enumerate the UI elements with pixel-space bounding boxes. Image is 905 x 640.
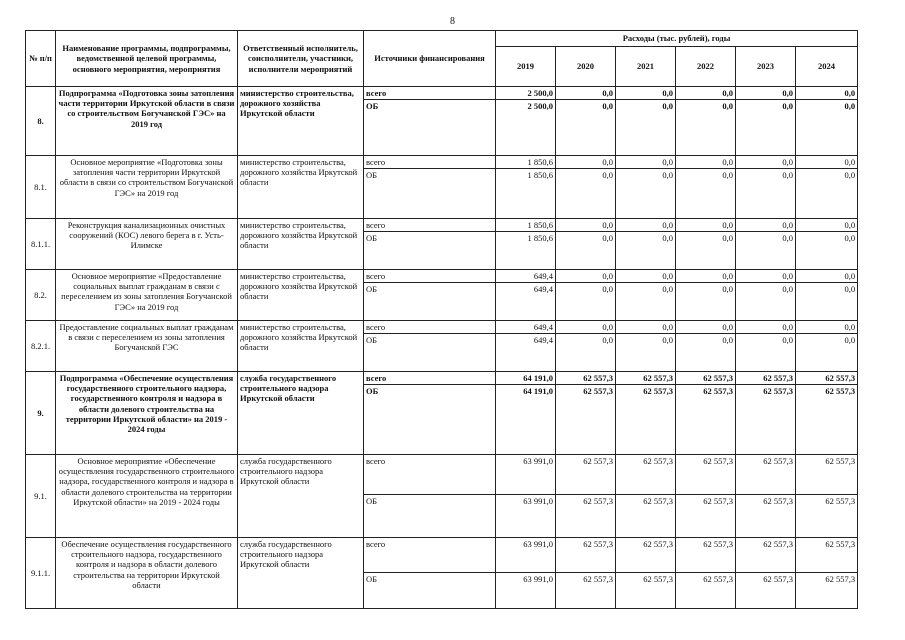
year-values xyxy=(496,538,556,609)
source-label: ОБ xyxy=(364,333,495,371)
year-values xyxy=(496,87,556,156)
source-label: всего xyxy=(366,539,386,549)
table-row xyxy=(26,270,858,321)
row-sources xyxy=(364,270,496,321)
value-cell: 0,0 xyxy=(602,220,613,230)
header-name: Наименование программы, подпрограммы, ведомственной целевой программы, основного мероприятия, мероприятия xyxy=(56,31,238,87)
value-cell: 0,0 xyxy=(736,99,795,155)
year-values xyxy=(556,321,616,372)
year-values xyxy=(796,538,858,609)
year-values xyxy=(616,270,676,321)
table-row xyxy=(26,87,858,156)
value-cell: 62 557,3 xyxy=(796,572,857,608)
year-values xyxy=(796,156,858,219)
value-cell: 62 557,3 xyxy=(556,384,615,454)
year-values xyxy=(796,270,858,321)
header-expenses: Расходы (тыс. рублей), годы xyxy=(496,31,858,47)
value-cell: 0,0 xyxy=(556,168,615,218)
year-values xyxy=(556,156,616,219)
value-cell: 1 850,6 xyxy=(527,157,553,167)
value-cell: 62 557,3 xyxy=(796,494,857,537)
value-cell: 1 850,6 xyxy=(527,220,553,230)
row-name: Подпрограмма «Подготовка зоны затопления части территории Иркутской области в связи со строительством Богучанской ГЭС» на 2019 год xyxy=(56,87,238,156)
year-values xyxy=(796,321,858,372)
row-number: 9.1. xyxy=(26,455,56,538)
value-cell: 2 500,0 xyxy=(527,88,553,98)
value-cell: 0,0 xyxy=(722,220,733,230)
row-sources xyxy=(364,321,496,372)
year-values xyxy=(736,270,796,321)
header-year: 2023 xyxy=(736,47,796,87)
year-values xyxy=(736,219,796,270)
row-name: Реконструкция канализационных очистных сооружений (КОС) левого берега в г. Усть-Илимске xyxy=(56,219,238,270)
year-values xyxy=(556,270,616,321)
value-cell: 62 557,3 xyxy=(616,572,675,608)
value-cell: 0,0 xyxy=(602,157,613,167)
value-cell: 62 557,3 xyxy=(703,539,733,549)
value-cell: 0,0 xyxy=(844,271,856,281)
value-cell: 0,0 xyxy=(736,231,795,269)
value-cell: 0,0 xyxy=(782,271,793,281)
year-values xyxy=(496,270,556,321)
row-number: 8.2. xyxy=(26,270,56,321)
value-cell: 0,0 xyxy=(722,322,733,332)
header-year: 2020 xyxy=(556,47,616,87)
row-responsible: министерство строительства, дорожного хозяйства Иркутской области xyxy=(238,321,364,372)
value-cell: 0,0 xyxy=(556,231,615,269)
row-number: 8.2.1. xyxy=(26,321,56,372)
row-name: Обеспечение осуществления государственного строительного надзора, государственного контроля и надзора в области долевого строительства на территории Иркутской области xyxy=(56,538,238,609)
value-cell: 62 557,3 xyxy=(763,373,793,383)
year-values xyxy=(556,87,616,156)
year-values xyxy=(616,156,676,219)
value-cell: 62 557,3 xyxy=(556,494,615,537)
source-label: всего xyxy=(366,220,386,230)
row-responsible: служба государственного строительного надзора Иркутской области xyxy=(238,455,364,538)
value-cell: 0,0 xyxy=(722,271,733,281)
value-cell: 62 557,3 xyxy=(676,572,735,608)
table-row xyxy=(26,538,858,609)
year-values xyxy=(796,87,858,156)
year-values xyxy=(736,321,796,372)
source-label: ОБ xyxy=(364,231,495,269)
source-label: ОБ xyxy=(364,168,495,218)
year-values xyxy=(676,455,736,538)
source-label: всего xyxy=(366,322,386,332)
value-cell: 0,0 xyxy=(722,88,733,98)
year-values xyxy=(796,219,858,270)
value-cell: 0,0 xyxy=(602,271,613,281)
source-label: ОБ xyxy=(364,282,495,320)
year-values xyxy=(676,321,736,372)
budget-table xyxy=(25,30,858,609)
value-cell: 0,0 xyxy=(676,168,735,218)
value-cell: 0,0 xyxy=(602,322,613,332)
value-cell: 0,0 xyxy=(782,220,793,230)
year-values xyxy=(736,538,796,609)
value-cell: 62 557,3 xyxy=(583,456,613,466)
year-values xyxy=(676,538,736,609)
value-cell: 0,0 xyxy=(602,88,613,98)
year-values xyxy=(496,455,556,538)
year-values xyxy=(736,372,796,455)
year-values xyxy=(496,372,556,455)
value-cell: 0,0 xyxy=(556,282,615,320)
value-cell: 0,0 xyxy=(782,322,793,332)
table-row xyxy=(26,321,858,372)
value-cell: 62 557,3 xyxy=(583,373,613,383)
value-cell: 0,0 xyxy=(796,282,857,320)
source-label: всего xyxy=(366,157,386,167)
row-number: 8.1. xyxy=(26,156,56,219)
source-label: всего xyxy=(366,88,387,98)
value-cell: 0,0 xyxy=(736,168,795,218)
row-responsible: министерство строительства, дорожного хозяйства Иркутской области xyxy=(238,219,364,270)
value-cell: 62 557,3 xyxy=(825,456,856,466)
value-cell: 0,0 xyxy=(662,88,673,98)
source-label: всего xyxy=(366,373,387,383)
table-row xyxy=(26,372,858,455)
value-cell: 0,0 xyxy=(662,271,673,281)
value-cell: 62 557,3 xyxy=(643,373,673,383)
value-cell: 2 500,0 xyxy=(496,99,555,155)
table-row xyxy=(26,156,858,219)
year-values xyxy=(676,87,736,156)
value-cell: 0,0 xyxy=(844,220,856,230)
row-number: 9. xyxy=(26,372,56,455)
value-cell: 1 850,6 xyxy=(496,231,555,269)
value-cell: 0,0 xyxy=(556,333,615,371)
row-responsible: министерство строительства, дорожного хозяйства Иркутской области xyxy=(238,270,364,321)
source-label: всего xyxy=(366,271,386,281)
header-sources: Источники финансирования xyxy=(364,31,496,87)
value-cell: 63 991,0 xyxy=(523,456,553,466)
value-cell: 0,0 xyxy=(616,231,675,269)
value-cell: 0,0 xyxy=(676,333,735,371)
value-cell: 0,0 xyxy=(722,157,733,167)
year-values xyxy=(676,156,736,219)
row-name: Предоставление социальных выплат гражданам в связи с переселением из зоны затопления Богучанской ГЭС xyxy=(56,321,238,372)
value-cell: 0,0 xyxy=(662,322,673,332)
value-cell: 0,0 xyxy=(796,333,857,371)
year-values xyxy=(496,156,556,219)
year-values xyxy=(616,321,676,372)
value-cell: 0,0 xyxy=(662,157,673,167)
value-cell: 62 557,3 xyxy=(736,494,795,537)
value-cell: 0,0 xyxy=(844,157,856,167)
row-name: Основное мероприятие «Предоставление социальных выплат гражданам в связи с переселением из зоны затопления Богучанской ГЭС» на 2019 год xyxy=(56,270,238,321)
row-number: 9.1.1. xyxy=(26,538,56,609)
year-values xyxy=(496,321,556,372)
value-cell: 62 557,3 xyxy=(643,456,673,466)
value-cell: 63 991,0 xyxy=(523,539,553,549)
year-values xyxy=(676,219,736,270)
header-year: 2024 xyxy=(796,47,858,87)
value-cell: 62 557,3 xyxy=(616,384,675,454)
value-cell: 62 557,3 xyxy=(736,572,795,608)
value-cell: 0,0 xyxy=(844,322,856,332)
header-num: № п/п xyxy=(26,31,56,87)
row-number: 8. xyxy=(26,87,56,156)
value-cell: 0,0 xyxy=(662,220,673,230)
value-cell: 0,0 xyxy=(782,88,793,98)
value-cell: 62 557,3 xyxy=(703,373,733,383)
value-cell: 62 557,3 xyxy=(643,539,673,549)
value-cell: 649,4 xyxy=(496,282,555,320)
value-cell: 0,0 xyxy=(676,282,735,320)
table-row xyxy=(26,219,858,270)
row-sources xyxy=(364,156,496,219)
row-name: Основное мероприятие «Подготовка зоны затопления части территории Иркутской области в связи со строительством Богучанской ГЭС» на 2019 год xyxy=(56,156,238,219)
header-year: 2022 xyxy=(676,47,736,87)
year-values xyxy=(616,219,676,270)
year-values xyxy=(736,156,796,219)
value-cell: 649,4 xyxy=(533,271,553,281)
year-values xyxy=(736,455,796,538)
value-cell: 62 557,3 xyxy=(825,539,856,549)
row-responsible: служба государственного строительного надзора Иркутской области xyxy=(238,538,364,609)
source-label: всего xyxy=(366,456,386,466)
value-cell: 63 991,0 xyxy=(496,494,555,537)
year-values xyxy=(496,219,556,270)
row-name: Основное мероприятие «Обеспечение осуществления государственного строительного надзора, государственного контроля и надзора в области долевого строительства на территории Иркутской области» на 2019 - 2024 годы xyxy=(56,455,238,538)
value-cell: 649,4 xyxy=(533,322,553,332)
year-values xyxy=(616,455,676,538)
row-name: Подпрограмма «Обеспечение осуществления государственного строительного надзора, государственного контроля и надзора в области долевого строительства на территории Иркутской области» на 2019 - 2024 годы xyxy=(56,372,238,455)
value-cell: 62 557,3 xyxy=(763,539,793,549)
header-responsible: Ответственный исполнитель, соисполнители, участники, исполнители мероприятий xyxy=(238,31,364,87)
row-responsible: министерство строительства, дорожного хозяйства Иркутской области xyxy=(238,156,364,219)
value-cell: 62 557,3 xyxy=(703,456,733,466)
value-cell: 63 991,0 xyxy=(496,572,555,608)
value-cell: 649,4 xyxy=(496,333,555,371)
value-cell: 62 557,3 xyxy=(736,384,795,454)
value-cell: 0,0 xyxy=(616,99,675,155)
value-cell: 0,0 xyxy=(782,157,793,167)
year-values xyxy=(556,219,616,270)
value-cell: 0,0 xyxy=(796,168,857,218)
row-sources xyxy=(364,87,496,156)
year-values xyxy=(736,87,796,156)
value-cell: 62 557,3 xyxy=(676,384,735,454)
value-cell: 0,0 xyxy=(676,99,735,155)
year-values xyxy=(556,455,616,538)
value-cell: 64 191,0 xyxy=(496,384,555,454)
year-values xyxy=(676,372,736,455)
value-cell: 0,0 xyxy=(736,282,795,320)
value-cell: 64 191,0 xyxy=(523,373,553,383)
year-values xyxy=(556,538,616,609)
row-number: 8.1.1. xyxy=(26,219,56,270)
row-sources xyxy=(364,372,496,455)
source-label: ОБ xyxy=(364,572,495,608)
value-cell: 62 557,3 xyxy=(583,539,613,549)
value-cell: 0,0 xyxy=(796,99,857,155)
year-values xyxy=(616,538,676,609)
year-values xyxy=(796,372,858,455)
value-cell: 0,0 xyxy=(616,333,675,371)
value-cell: 0,0 xyxy=(616,282,675,320)
year-values xyxy=(556,372,616,455)
header-year: 2021 xyxy=(616,47,676,87)
header-year: 2019 xyxy=(496,47,556,87)
value-cell: 62 557,3 xyxy=(763,456,793,466)
value-cell: 0,0 xyxy=(796,231,857,269)
page-number: 8 xyxy=(450,16,455,27)
source-label: ОБ xyxy=(364,384,495,454)
value-cell: 0,0 xyxy=(616,168,675,218)
source-label: ОБ xyxy=(364,494,495,537)
value-cell: 1 850,6 xyxy=(496,168,555,218)
row-sources xyxy=(364,219,496,270)
row-responsible: министерство строительства, дорожного хозяйства Иркутской области xyxy=(238,87,364,156)
row-sources xyxy=(364,455,496,538)
value-cell: 0,0 xyxy=(676,231,735,269)
value-cell: 62 557,3 xyxy=(556,572,615,608)
year-values xyxy=(616,372,676,455)
value-cell: 0,0 xyxy=(844,88,856,98)
value-cell: 62 557,3 xyxy=(676,494,735,537)
value-cell: 0,0 xyxy=(556,99,615,155)
year-values xyxy=(796,455,858,538)
year-values xyxy=(616,87,676,156)
value-cell: 62 557,3 xyxy=(825,373,856,383)
table-row xyxy=(26,455,858,538)
row-sources xyxy=(364,538,496,609)
value-cell: 62 557,3 xyxy=(796,384,857,454)
source-label: ОБ xyxy=(364,99,495,155)
row-responsible: служба государственного строительного надзора Иркутской области xyxy=(238,372,364,455)
year-values xyxy=(676,270,736,321)
value-cell: 62 557,3 xyxy=(616,494,675,537)
value-cell: 0,0 xyxy=(736,333,795,371)
